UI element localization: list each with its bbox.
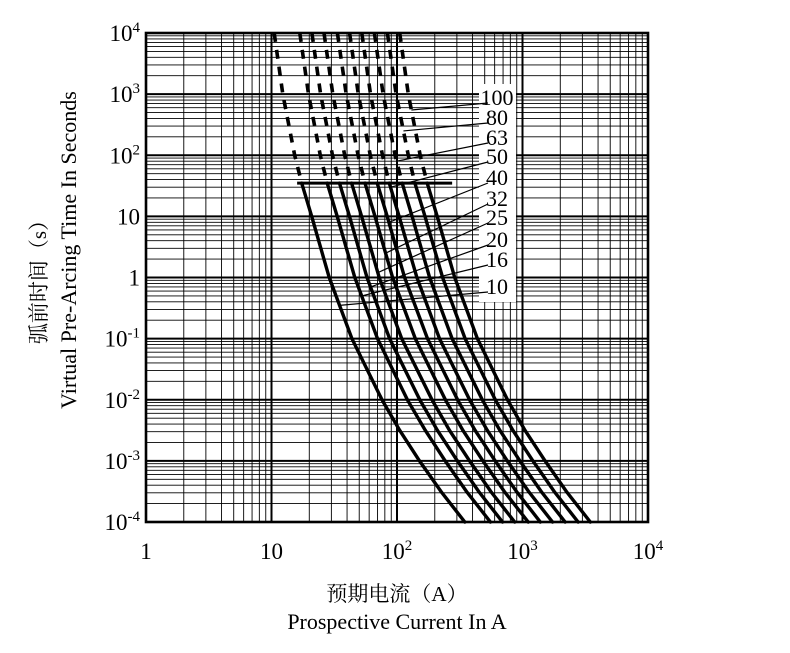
y-tick-10^-2: $10^{-2}$ xyxy=(104,386,140,413)
tick-exponent: 3 xyxy=(530,538,538,554)
tick-exponent: 3 xyxy=(132,81,140,98)
tick-exponent: 4 xyxy=(132,20,140,36)
legend-label-25: 25 xyxy=(486,205,508,230)
tick-exponent: 2 xyxy=(404,538,413,554)
legend-leader-lines xyxy=(340,103,488,305)
y-axis-title-en: Virtual Pre-Arcing Time In Seconds xyxy=(56,91,81,409)
y-tick-10^3: $10^3$ xyxy=(109,81,140,108)
tick-exponent: 2 xyxy=(132,142,140,159)
legend-label-100: 100 xyxy=(480,85,514,110)
x-tick-10^4: $10^4$ xyxy=(632,538,664,564)
x-axis-tick-labels xyxy=(140,538,664,564)
leader-line-80 xyxy=(403,123,488,131)
tick-exponent: -3 xyxy=(127,447,140,464)
y-tick-10^-4: $10^{-4}$ xyxy=(104,509,140,535)
legend-label-40: 40 xyxy=(486,165,508,190)
legend-label-10: 10 xyxy=(486,274,508,299)
y-tick-10: 10 xyxy=(117,204,140,230)
x-tick-1: 1 xyxy=(140,539,152,564)
legend-label-32: 32 xyxy=(486,186,508,211)
x-tick-10^2: $10^2$ xyxy=(381,538,413,564)
y-tick-10^4: $10^4$ xyxy=(109,20,140,46)
legend-label-16: 16 xyxy=(486,247,508,272)
y-tick-1: 1 xyxy=(128,265,140,291)
y-tick-10^-1: $10^{-1}$ xyxy=(104,325,140,352)
tick-exponent: -4 xyxy=(127,509,140,525)
x-tick-10^3: $10^3$ xyxy=(507,538,538,564)
leader-line-100 xyxy=(411,103,488,110)
legend-label-80: 80 xyxy=(486,105,508,130)
legend-label-50: 50 xyxy=(486,144,508,169)
y-axis-title-cn: 弧前时间（s） xyxy=(27,209,51,345)
tick-exponent: -1 xyxy=(127,325,140,342)
tick-exponent: -2 xyxy=(127,386,140,403)
x-axis-title-en: Prospective Current In A xyxy=(287,609,507,634)
y-tick-10^-3: $10^{-3}$ xyxy=(104,447,140,474)
x-axis-title-cn: 预期电流（A） xyxy=(326,582,468,606)
legend-label-20: 20 xyxy=(486,227,508,252)
y-axis-tick-labels xyxy=(105,20,141,535)
x-tick-10: 10 xyxy=(260,539,283,564)
tick-exponent: 4 xyxy=(655,538,664,554)
legend-label-63: 63 xyxy=(486,125,508,150)
y-tick-10^2: $10^2$ xyxy=(109,142,140,169)
